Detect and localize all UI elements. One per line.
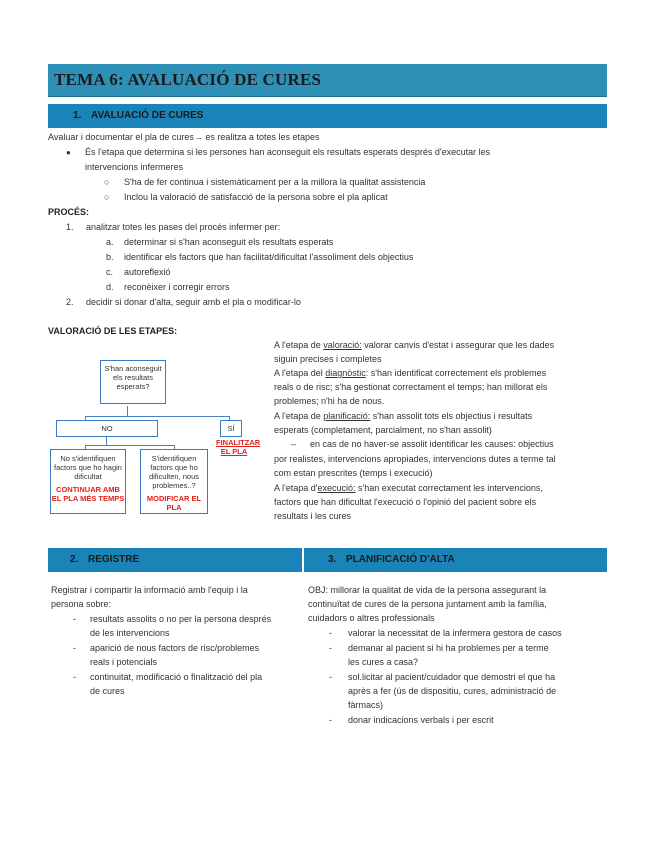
etapa-planificacio-line-3: en cas de no haver-se assolit identificar les causes: objectius xyxy=(310,439,554,449)
step-1-item: determinar si s'han aconseguit els resultats esperats xyxy=(124,237,334,247)
dash-icon: - xyxy=(329,643,332,653)
section-3-number: 3. xyxy=(328,554,337,565)
step-1-item-letter: a. xyxy=(106,237,114,247)
term-valoracio: valoració: xyxy=(323,340,362,350)
continuar-label: CONTINUAR AMB EL PLA MÉS TEMPS xyxy=(51,485,125,503)
bullet-icon: ● xyxy=(66,148,71,157)
step-1-text: analitzar totes les pases del procés infermer per: xyxy=(86,222,281,232)
factors-text: S'identifiquen factors que ho dificulten, nous problemes..? xyxy=(148,454,200,490)
text-span: s'han executat correctament les intervencions, xyxy=(355,483,543,493)
etapa-planificacio-line-5: com estan prescrites (temps i execució) xyxy=(274,468,433,478)
no-factors-text: No s'identifiquen factors que ho hagin dificultat xyxy=(54,454,122,481)
etapa-planificacio-line-1 xyxy=(274,409,532,424)
alta-intro-line-1: OBJ: millorar la qualitat de vida de la persona assegurant la xyxy=(308,585,547,595)
etapa-execucio-line-2: factors que han dificultat l'execució o l'opinió del pacient sobre els xyxy=(274,497,537,507)
alta-item-4: donar indicacions verbals i per escrit xyxy=(348,715,494,725)
decision-diagram xyxy=(46,352,261,517)
term-execucio: execució: xyxy=(317,483,356,493)
step-1-item: identificar els factors que han facilitat/dificultat l'assoliment dels objectius xyxy=(124,252,414,262)
registre-item-1-line-2: de les intervencions xyxy=(90,628,170,638)
registre-item-2-line-1: aparició de nous factors de risc/problemes xyxy=(90,643,260,653)
page-title: TEMA 6: AVALUACIÓ DE CURES xyxy=(54,70,322,89)
etapa-planificacio-line-4: por realistes, intervencions apropiades, intervencions dutes a terme tal xyxy=(274,454,556,464)
connector-line xyxy=(127,406,128,416)
circle-bullet-icon: ○ xyxy=(104,192,110,202)
etapa-diagnostic-line-1 xyxy=(274,366,546,381)
alta-intro-line-3: cuidadors o altres professionals xyxy=(308,613,435,623)
text-span: s'han assolit tots els objectius i resultats xyxy=(370,411,533,421)
section-3-header xyxy=(304,548,607,572)
dash-icon: - xyxy=(73,672,76,682)
connector-line xyxy=(85,416,229,417)
connector-line xyxy=(106,436,107,445)
text-span: A l'etapa del xyxy=(274,368,326,378)
dash-icon: - xyxy=(73,614,76,624)
etapa-execucio-line-1 xyxy=(274,481,543,496)
question-box: S'han aconseguit els resultats esperats? xyxy=(100,360,166,404)
registre-intro-line-1: Registrar i compartir la informació amb l'equip i la xyxy=(51,585,248,595)
alta-item-3-line-3: fàrmacs) xyxy=(348,700,384,710)
alta-item-2-line-1: demanar al pacient si hi ha problemes per a terme xyxy=(348,643,549,653)
finalitzar-label: FINALITZAR EL PLA xyxy=(216,438,261,456)
registre-item-3-line-2: de cures xyxy=(90,686,125,696)
registre-item-1-line-1: resultats assolits o no per la persona després xyxy=(90,614,272,624)
step-1-item-letter: b. xyxy=(106,252,114,262)
section-1-heading: AVALUACIÓ DE CURES xyxy=(91,110,204,121)
text-span: A l'etapa de xyxy=(274,340,324,350)
section-1-intro: Avaluar i documentar el pla de cures→ es realitza a totes les etapes xyxy=(48,132,320,142)
alta-item-3-line-1: sol.licitar al pacient/cuidador que demostri el que ha xyxy=(348,672,556,682)
dash-icon: - xyxy=(73,643,76,653)
step-2-number: 2. xyxy=(66,297,74,307)
si-box: SÍ xyxy=(220,420,242,437)
etapa-valoracio-line-2: siguin precises i completes xyxy=(274,354,382,364)
alta-item-3-line-2: après a fer (ús de dispositiu, cures, administració de xyxy=(348,686,557,696)
dash-icon: - xyxy=(329,628,332,638)
circle-bullet-icon: ○ xyxy=(104,177,110,187)
step-2-text: decidir si donar d'alta, seguir amb el pla o modificar-lo xyxy=(86,297,301,307)
term-diagnostic: diagnòstic xyxy=(325,368,366,378)
factors-box xyxy=(140,449,208,514)
alta-item-1: valorar la necessitat de la infermera gestora de casos xyxy=(348,628,562,638)
section-2-header xyxy=(48,548,302,572)
text-span: valorar canvis d'estat i assegurar que les dades xyxy=(361,340,555,350)
step-1-number: 1. xyxy=(66,222,74,232)
text-span: A l'etapa de xyxy=(274,411,324,421)
no-factors-box xyxy=(50,449,126,514)
section-3-heading: PLANIFICACIÓ D'ALTA xyxy=(346,554,455,565)
etapa-valoracio-line-1 xyxy=(274,338,554,353)
alta-item-2-line-2: les cures a casa? xyxy=(348,657,419,667)
section-1-number: 1. xyxy=(73,110,82,121)
title-bar xyxy=(48,64,607,97)
etapa-planificacio-line-2: esperats (completament, parcialment, no s'han assolit) xyxy=(274,425,492,435)
modificar-label: MODIFICAR EL PLA xyxy=(146,494,202,512)
connector-line xyxy=(85,445,175,446)
step-1-item: reconèixer i corregir errors xyxy=(124,282,230,292)
section-2-heading: REGISTRE xyxy=(88,554,140,565)
etapa-execucio-line-3: resultats i les cures xyxy=(274,511,352,521)
sub-bullet-2: Inclou la valoració de satisfacció de la persona sobre el pla aplicat xyxy=(124,192,388,202)
etapa-diagnostic-line-3: problemes; n'hi ha de nous. xyxy=(274,396,385,406)
step-1-item: autoreflexió xyxy=(124,267,171,277)
dash-icon: - xyxy=(329,715,332,725)
registre-item-3-line-1: continuitat, modificació o finalització del pla xyxy=(90,672,263,682)
step-1-item-letter: d. xyxy=(106,282,114,292)
section-2-number: 2. xyxy=(70,554,79,565)
text-span: A l'etapa d' xyxy=(274,483,318,493)
no-box: NO xyxy=(56,420,158,437)
text-span: : s'han identificat correctement els problemes xyxy=(365,368,547,378)
etapa-diagnostic-line-2: reals o de risc; s'ha gestionat correctament el temps; han millorat els xyxy=(274,382,548,392)
term-planificacio: planificació: xyxy=(323,411,371,421)
step-1-item-letter: c. xyxy=(106,267,114,277)
registre-intro-line-2: persona sobre: xyxy=(51,599,112,609)
proces-label: PROCÉS: xyxy=(48,207,90,217)
sub-bullet-1: S'ha de fer continua i sistemàticament per a la millora la qualitat assistencia xyxy=(124,177,426,187)
section-1-header xyxy=(48,104,607,128)
valoracio-label: VALORACIÓ DE LES ETAPES: xyxy=(48,326,178,336)
bullet-main-line-2: intervencions infermeres xyxy=(85,162,184,172)
dash-icon: - xyxy=(329,672,332,682)
dash-icon: – xyxy=(291,439,297,449)
alta-intro-line-2: continuïtat de cures de la persona juntament amb la família, xyxy=(308,599,547,609)
bullet-main-line-1: És l'etapa que determina si les persones han aconseguit els resultats esperats després d'executar les xyxy=(85,147,491,157)
registre-item-2-line-2: reals i potencials xyxy=(90,657,158,667)
